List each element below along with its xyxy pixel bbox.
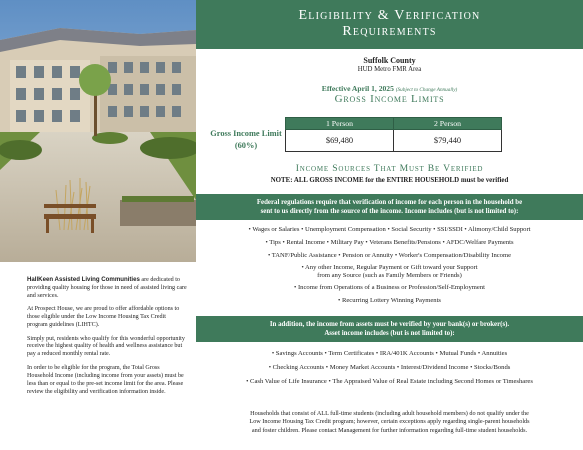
list-item: • Savings Accounts • Term Certificates • IRA/401K Accounts • Mutual Funds • Annuities <box>271 350 508 357</box>
list-item <box>196 264 583 280</box>
column-header-1-person: 1 Person <box>286 118 394 130</box>
intro-paragraph-3: Simply put, residents who qualify for this wonderful opportunity receive the highest quality of health and wellness assistance but pay a reduced monthly rental rate. <box>27 335 185 358</box>
title-line-2: Requirements <box>342 24 437 39</box>
income-limits-title: Gross Income Limits <box>334 93 445 105</box>
income-types-list <box>196 225 583 309</box>
list-item: • Checking Accounts • Money Market Accounts • Interest/Dividend Income • Stocks/Bonds <box>268 363 511 371</box>
asset-banner-line-2: Asset income includes (but is not limited to): <box>324 330 455 337</box>
asset-banner-line-1: In addition, the income from assets must be verified by your bank(s) or broker(s). <box>269 320 510 328</box>
student-household-note <box>216 410 563 435</box>
limit-2-person: $79,440 <box>394 130 502 152</box>
asset-types-list <box>196 349 583 390</box>
household-income-note: NOTE: ALL GROSS INCOME for the ENTIRE HOUSEHOLD must be verified <box>270 177 509 184</box>
list-item-line: from any Source (such as Family Members or Friends) <box>317 272 462 280</box>
income-limit-row-label: Gross Income Limit (60%) <box>210 129 282 150</box>
footer-line-2: Low Income Housing Tax Credit program; however, certain exceptions apply regarding single-parent households <box>249 418 530 426</box>
effective-date-note: (Subject to Change Annually) <box>395 87 458 93</box>
column-header-2-person: 2 Person <box>394 118 502 130</box>
table-row <box>286 130 502 152</box>
list-item-line: • Any other Income, Regular Payment or Gift toward your Support <box>301 264 478 272</box>
intro-paragraph-1: HallKeen Assisted Living Communities are dedicated to providing quality housing for those in need of assisted living care and services. <box>27 276 187 299</box>
asset-verification-banner <box>196 316 583 342</box>
community-photo <box>0 0 196 262</box>
income-limits-table <box>285 117 502 152</box>
list-item: • Recurring Lottery Winning Payments <box>337 297 441 305</box>
list-item: • Tips • Rental Income • Military Pay • Veterans Benefits/Pensions • AFDC/Welfare Payments <box>265 239 514 247</box>
footer-line-1: Households that consist of ALL full-time students (including adult household members) do not qualify under the <box>250 410 529 417</box>
right-panel <box>196 0 583 450</box>
income-banner-line-1: Federal regulations require that verification of income for each person in the household be <box>256 198 523 206</box>
intro-paragraph-4: In order to be eligible for the program, the Total Gross Household Income (including income from your assets) must be less than or equal to the pre-set income limit for the area. Please review the eligibility and verification information inside. <box>27 364 184 395</box>
intro-paragraph-2: At Prospect House, we are proud to offer affordable options to those eligible under the Low Income Housing Tax Credit program guidelines (LIHTC). <box>27 306 180 329</box>
income-verification-banner <box>196 194 583 220</box>
intro-text <box>27 276 187 402</box>
list-item: • Wages or Salaries • Unemployment Compensation • Social Security • SSI/SSDI • Alimony/Child Support <box>248 226 531 233</box>
table-header-row <box>286 118 502 130</box>
title-line-1: Eligibility & Verification <box>298 8 481 23</box>
income-banner-line-2: sent to us directly from the source of the income. Income includes (but is not limited to): <box>260 208 519 215</box>
left-panel <box>0 0 196 450</box>
limit-1-person: $69,480 <box>286 130 394 152</box>
fmr-area: HUD Metro FMR Area <box>357 66 422 73</box>
list-item: • TANF/Public Assistance • Pension or Annuity • Worker's Compensation/Disability Income <box>267 252 512 260</box>
list-item: • Cash Value of Life Insurance • The Appraised Value of Real Estate including Second Homes or Timeshares <box>246 377 533 385</box>
income-sources-title: Income Sources That Must Be Verified <box>295 163 484 174</box>
county-name: Suffolk County <box>363 56 416 65</box>
footer-line-3: and foster children. Please contact Management for further information regarding full-time student households. <box>251 426 528 434</box>
list-item: • Income from Operations of a Business or Profession/Self-Employment <box>294 284 485 292</box>
page-title <box>196 0 583 49</box>
effective-date <box>196 84 583 93</box>
effective-date-text: Effective April 1, 2025 <box>321 84 394 93</box>
